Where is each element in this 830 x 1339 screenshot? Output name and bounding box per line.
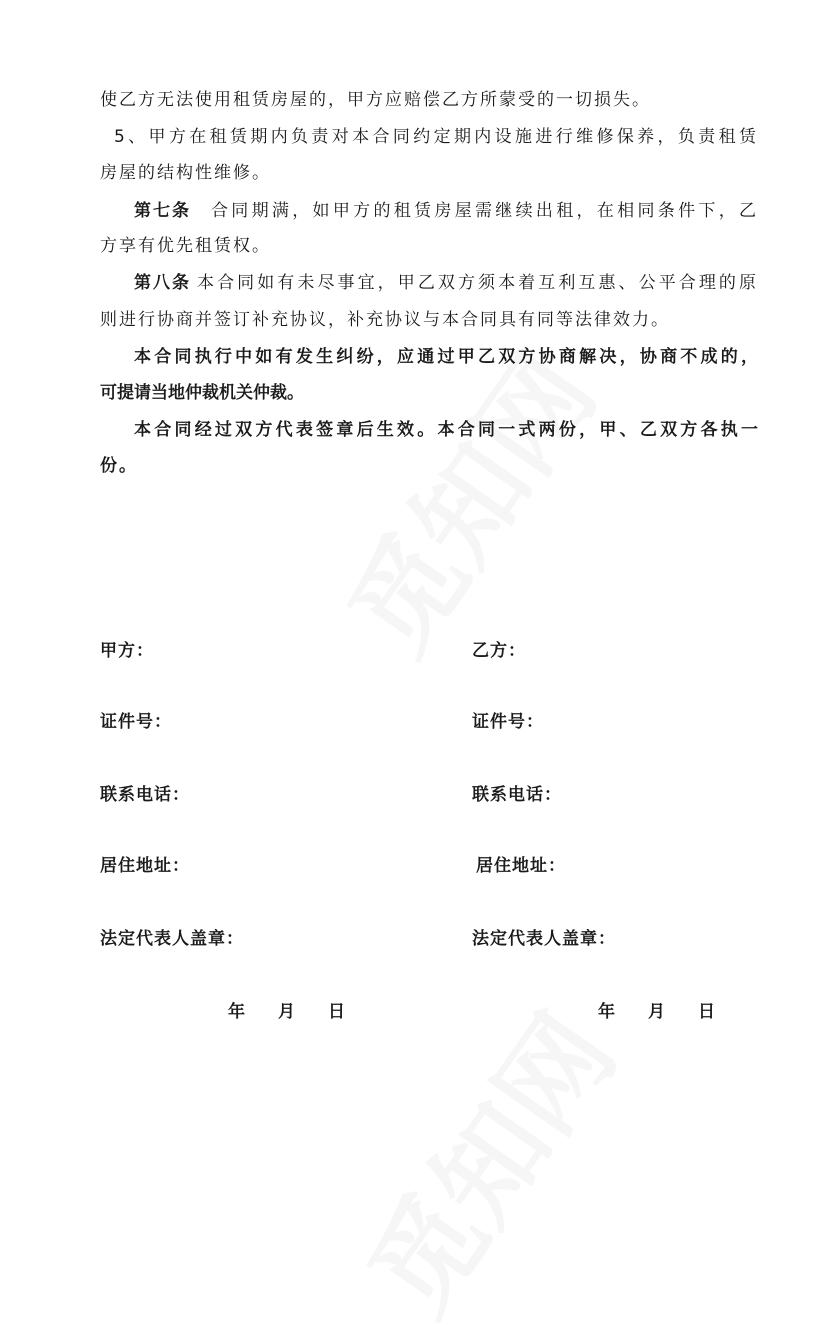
- article-7-heading: 第七条: [134, 201, 191, 221]
- body-line: 本合同执行中如有发生纠纷，应通过甲乙双方协商解决，协商不成的，: [134, 347, 758, 367]
- party-a-seal-label: 法定代表人盖章：: [100, 929, 244, 949]
- body-line: 合同期满，如甲方的租赁房屋需继续出租，在相同条件下，乙: [211, 201, 758, 221]
- party-b-date: 年 月 日: [598, 1002, 723, 1022]
- body-line: 使乙方无法使用租赁房屋的，甲方应赔偿乙方所蒙受的一切损失。: [100, 90, 651, 110]
- party-b-id-label: 证件号：: [472, 712, 544, 732]
- body-line: 房屋的结构性维修。: [100, 163, 271, 183]
- body-line: 本合同经过双方代表签章后生效。本合同一式两份，甲、乙双方各执一: [134, 420, 758, 440]
- party-a-label: 甲方：: [100, 641, 154, 661]
- party-a-phone-label: 联系电话：: [100, 785, 190, 805]
- party-b-address-label: 居住地址：: [476, 856, 566, 876]
- party-a-id-label: 证件号：: [100, 712, 172, 732]
- body-line: 份。: [100, 456, 138, 476]
- watermark: [306, 319, 625, 680]
- party-a-date: 年 月 日: [228, 1002, 353, 1022]
- article-8-heading: 第八条: [134, 273, 191, 293]
- body-line: 则进行协商并签订补充协议，补充协议与本合同具有同等法律效力。: [100, 310, 670, 330]
- party-b-label: 乙方：: [472, 641, 526, 661]
- body-line: 本合同如有未尽事宜，甲乙双方须本着互利互惠、公平合理的原: [197, 273, 758, 293]
- body-line: 5、甲方在租赁期内负责对本合同约定期内设施进行维修保养，负责租赁: [114, 127, 758, 147]
- party-b-phone-label: 联系电话：: [472, 785, 562, 805]
- body-line: 可提请当地仲裁机关仲裁。: [100, 383, 304, 403]
- body-line: 方享有优先租赁权。: [100, 236, 271, 256]
- watermark: [326, 979, 645, 1339]
- party-b-seal-label: 法定代表人盖章：: [472, 929, 616, 949]
- party-a-address-label: 居住地址：: [100, 856, 190, 876]
